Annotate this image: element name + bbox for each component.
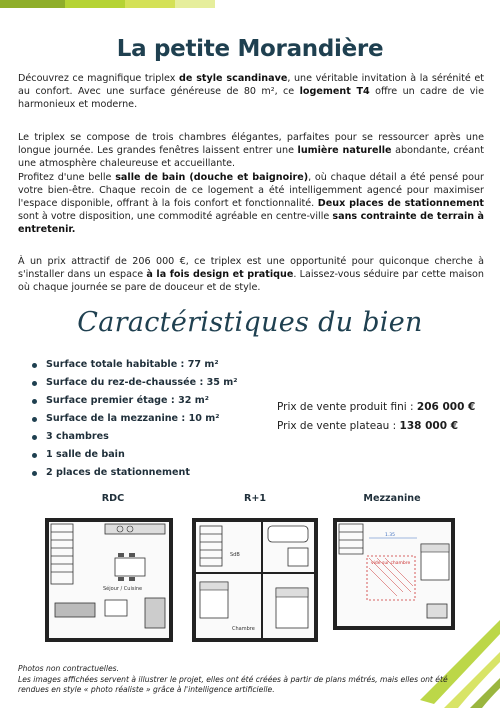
plan-r1-room-label: Chambre: [232, 626, 255, 632]
disclaimer-line-1: Photos non contractuelles.: [18, 664, 120, 673]
bullet-icon: [32, 363, 37, 368]
price-finished: Prix de vente produit fini : 206 000 €: [277, 401, 476, 413]
disclaimer-line-2: Les images affichées servent à illustrer le projet, elles ont été créées à partir de plans métrés, mais elles ont été rendues en style « photo réaliste » grâce à l'intelligence artificielle.: [18, 674, 448, 694]
plan-label-mezzanine: Mezzanine: [363, 493, 421, 504]
features-list: [32, 356, 238, 482]
feature-item: Surface du rez-de-chaussée : 35 m²: [32, 374, 238, 392]
plan-label-rdc: RDC: [101, 493, 125, 504]
plan-r1: [192, 518, 318, 642]
intro-paragraph-1: Découvrez ce magnifique triplex de style scandinave, une véritable invitation à la sérénité et au confort. Avec une surface généreuse de 80 m², ce logement T4 offre un cadre de vie harmonieux et moderne.: [18, 73, 484, 111]
bullet-icon: [32, 435, 37, 440]
intro-paragraph-3: À un prix attractif de 206 000 €, ce triplex est une opportunité pour quiconque cherche à s'installer dans un espace à la fois design et pratique. Laissez-vous séduire par cette maison où chaque journée se pare de douceur et de style.: [18, 256, 484, 294]
bullet-icon: [32, 381, 37, 386]
bullet-icon: [32, 453, 37, 458]
disclaimer: [18, 664, 478, 696]
feature-item: Surface totale habitable : 77 m²: [32, 356, 238, 374]
section-title: Caractéristiques du bien: [77, 307, 423, 338]
price-shell: Prix de vente plateau : 138 000 €: [277, 420, 458, 432]
plan-rdc: [45, 518, 173, 642]
top-bar-2: [65, 0, 125, 8]
feature-item: Surface premier étage : 32 m²: [32, 392, 238, 410]
plan-mezz-dim-label: 1.35: [385, 533, 396, 538]
feature-item: Surface de la mezzanine : 10 m²: [32, 410, 238, 428]
bullet-icon: [32, 417, 37, 422]
plan-rdc-room-label: Séjour / Cuisine: [103, 586, 143, 592]
plan-r1-sdb-label: SdB: [230, 552, 240, 558]
feature-item: 2 places de stationnement: [32, 464, 238, 482]
intro-paragraph-2: Le triplex se compose de trois chambres élégantes, parfaites pour se ressourcer après une longue journée. Les grandes fenêtres laissent entrer une lumière naturelle abondante, créant une atmosphère chaleureuse et accueillante. Profitez d'une belle salle de bain (douche et baignoire), où chaque détail a été pensé pour votre bien-être. Chaque recoin de ce logement a été intelligemment agencé pour maximiser l'espace disponible, offrant à la fois confort et fonctionnalité. Deux places de stationnement sont à votre disposition, une commodité agréable en centre-ville sans contrainte de terrain à entretenir.: [18, 132, 485, 236]
feature-item: 3 chambres: [32, 428, 238, 446]
bullet-icon: [32, 399, 37, 404]
plan-label-r1: R+1: [243, 493, 267, 504]
top-bar-1: [0, 0, 65, 8]
feature-item: 1 salle de bain: [32, 446, 238, 464]
top-bar-4: [175, 0, 215, 8]
page-title: La petite Morandière: [116, 36, 384, 62]
top-bar-3: [125, 0, 175, 8]
top-decoration: [0, 0, 215, 8]
plan-mezz-void-label: vide sur chambre: [371, 561, 411, 566]
plan-mezzanine: [333, 518, 455, 630]
bullet-icon: [32, 471, 37, 476]
